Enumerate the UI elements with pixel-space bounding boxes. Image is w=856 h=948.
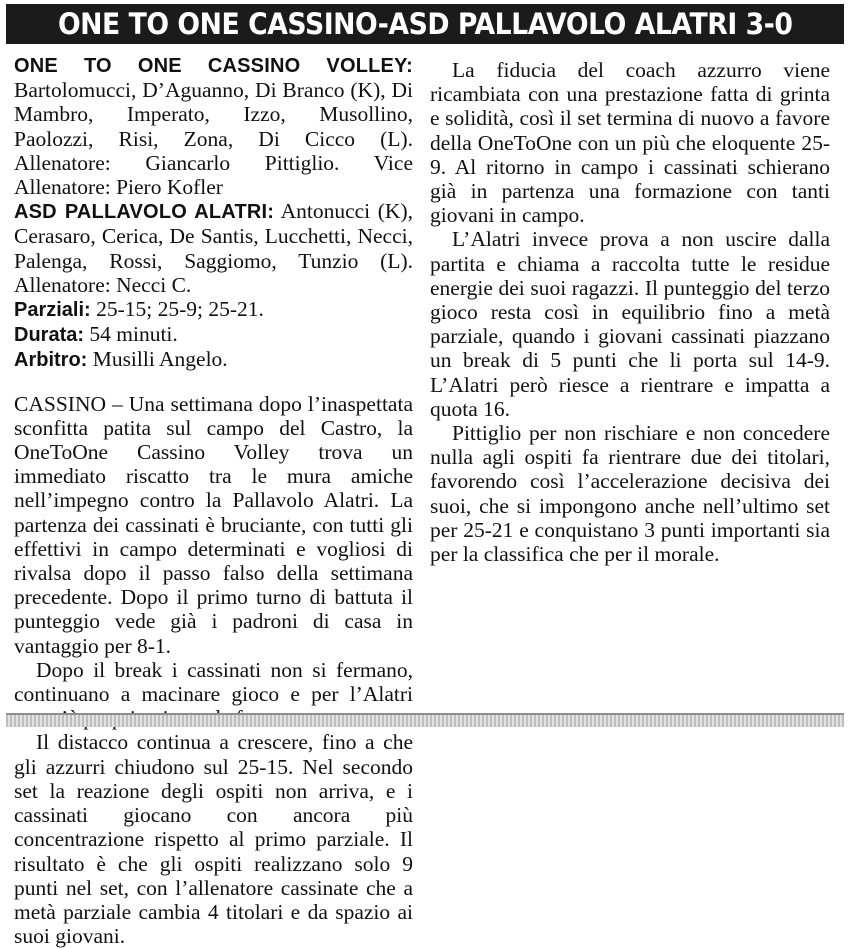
durata-value: 54 minuti. (89, 322, 178, 347)
right-column (430, 58, 830, 566)
article-paragraph-5: L’Alatri invece prova a non uscire dalla partita e chiama a raccolta tutte le residue energie dei suoi ragazzi. Il punteggio del terzo gioco resta così in equilibrio fino a metà parziale, quando i giovani cassinati piazzano un break di 5 punti che li porta sul 14-9. L’Alatri però riesce a rientrare e impatta a quota 16. (430, 227, 830, 421)
article-paragraph-1: CASSINO – Una settimana dopo l’inaspettata sconfitta patita sul campo del Castro, la OneToOne Cassino Volley trova un immediato riscatto tra le mura amiche nell’impegno contro la Pallavolo Alatri. La partenza dei cassinati è bruciante, con tutti gli effettivi in campo determinati e vogliosi di rivalsa dopo il passo falso della settimana precedente. Dopo il primo turno di battuta il punteggio vede già i padroni di casa in vantaggio per 8-1. (14, 391, 413, 658)
parziali-value: 25-15; 25-9; 25-21. (96, 297, 264, 322)
footer-rule (6, 713, 844, 727)
durata-label: Durata: (14, 324, 85, 347)
article-paragraph-2: Dopo il break i cassinati non si fermano, continuano a macinare gioco e per l’Alatri (14, 657, 413, 707)
arbitro-value: Musilli Angelo. (92, 347, 228, 372)
left-column (14, 53, 413, 948)
away-lineup (14, 199, 413, 297)
article-paragraph-3: Il distacco continua a crescere, fino a che gli azzurri chiudono sul 25-15. Nel secondo set la reazione degli ospiti non arriva, e i cassinati giocano con ancora più concentrazione rispetto al primo parziale. Il risultato è che gli ospiti realizzano solo 9 punti nel set, con l’allenatore cassinate che a metà parziale cambia 4 titolari e da spazio ai suoi giovani. (14, 730, 413, 948)
parziali-label: Parziali: (14, 299, 91, 322)
durata-line (14, 322, 413, 347)
arbitro-line (14, 347, 413, 372)
headline: ONE TO ONE CASSINO-ASD PALLAVOLO ALATRI 3-0 (57, 7, 793, 41)
home-players: Bartolomucci, D’Aguanno, Di Branco (K), Di Mambro, Imperato, Izzo, Musollino, Paolozzi, Risi, Zona, Di Cicco (L). Allenatore: Giancarlo Pittiglio. Vice Allenatore: Piero Kofler (14, 78, 413, 200)
home-lineup (14, 53, 413, 199)
home-team-name: ONE TO ONE CASSINO VOLLEY: (14, 55, 413, 77)
article-paragraph-4: La fiducia del coach azzurro viene ricambiata con una prestazione fatta di grinta e solidità, così il set termina di nuovo a favore della OneToOne con un più che eloquente 25-9. Al ritorno in campo i cassinati schierano già in partenza una formazione con tanti giovani in campo. (430, 58, 830, 228)
parziali-line (14, 297, 413, 322)
article-paragraph-6: Pittiglio per non rischiare e non concedere nulla agli ospiti fa rientrare due dei titolari, favorendo così l’accelerazione decisiva dei suoi, che si impongono anche nell’ultimo set per 25-21 e conquistano 3 punti importanti sia per la classifica che per il morale. (430, 421, 830, 567)
away-team-name: ASD PALLAVOLO ALATRI: (14, 201, 275, 224)
arbitro-label: Arbitro: (14, 349, 88, 372)
headline-banner (6, 4, 844, 44)
away-players: Antonucci (K), Cerasaro, Cerica, De Santis, Lucchetti, Necci, Palenga, Rossi, Saggiomo, Tunzio (L). Allenatore: Necci C. (14, 199, 413, 297)
